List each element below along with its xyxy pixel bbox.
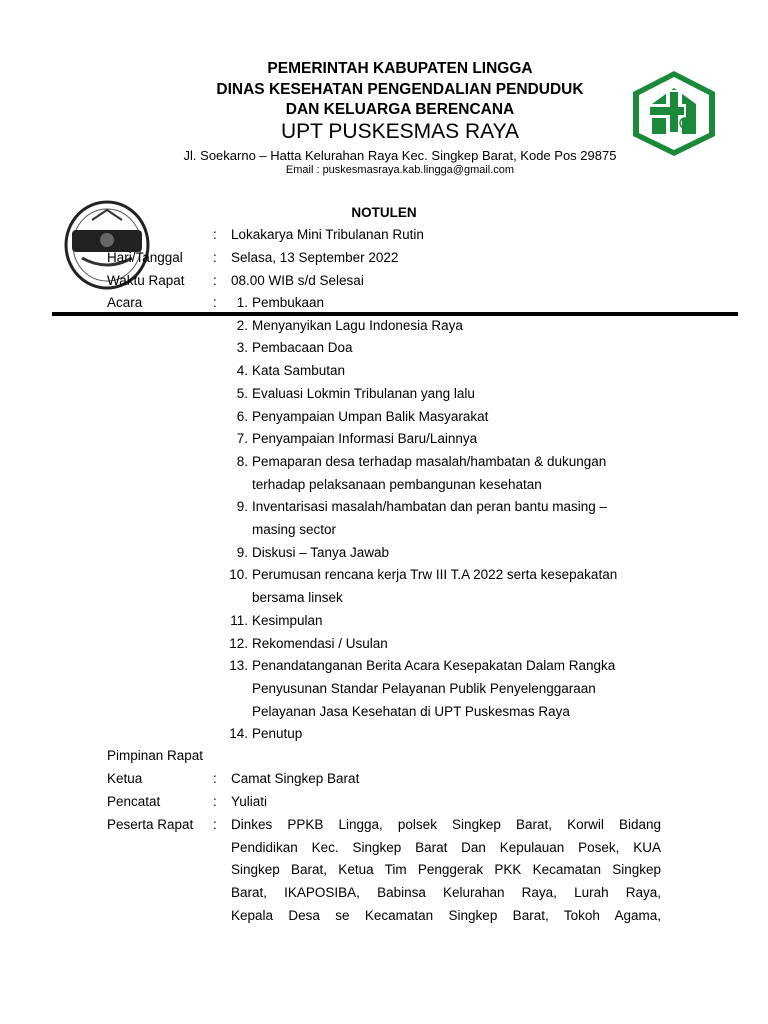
agenda-item-number: 11.: [230, 612, 248, 628]
tanggal-colon: :: [213, 250, 217, 265]
peserta-colon: :: [213, 817, 217, 832]
header-email: Email : puskesmasraya.kab.lingga@gmail.com: [285, 164, 515, 176]
agenda-item-number: 9.: [236, 499, 248, 515]
agenda-item-text: Penyusunan Standar Pelayanan Publik Penyelenggaraan: [252, 680, 596, 696]
agenda-item-number: 4.: [236, 363, 248, 379]
agenda-item-number: 13.: [229, 658, 248, 674]
agenda-item-number: 6.: [236, 408, 248, 424]
header-agency-cont: DAN KELUARGA BERENCANA: [285, 101, 515, 118]
agenda-item-number: 1.: [236, 295, 248, 310]
agenda-item-text: Menyanyikan Lagu Indonesia Raya: [252, 317, 463, 333]
tanggal-label: Hari/Tanggal: [107, 250, 183, 265]
agenda-item-number: 8.: [236, 453, 248, 469]
pencatat-label: Pencatat: [107, 794, 161, 809]
agenda-item-text: Diskusi – Tanya Jawab: [252, 544, 390, 560]
agenda-item-text: Penandatanganan Berita Acara Kesepakatan Dalam Rangka: [252, 658, 616, 674]
agenda-item-text: Penyampaian Umpan Balik Masyarakat: [252, 408, 489, 424]
agenda-item-text: Kesimpulan: [252, 612, 323, 628]
agenda-item-text: Penutup: [252, 726, 303, 742]
agenda-item-number: 12.: [229, 635, 248, 651]
agenda-item-text: Pembukaan: [252, 295, 325, 310]
peserta-line: Pendidikan Kec. Singkep Barat Dan Kepulauan Posek, KUA: [231, 839, 661, 855]
tanggal-value: Selasa, 13 September 2022: [231, 250, 399, 265]
pencatat-value: Yuliati: [231, 794, 268, 809]
pimpinan-heading: Pimpinan Rapat: [107, 748, 204, 763]
peserta-label: Peserta Rapat: [107, 817, 194, 832]
agenda-item-number: 3.: [236, 340, 248, 356]
agenda-item-number: 2.: [236, 317, 248, 333]
peserta-line: Kepala Desa se Kecamatan Singkep Barat, Tokoh Agama,: [231, 907, 661, 923]
agenda-item-text: bersama linsek: [252, 590, 343, 606]
agenda-item-text: Evaluasi Lokmin Tribulanan yang lalu: [252, 385, 475, 401]
agenda-item-number: 5.: [236, 385, 248, 401]
agenda-item-number: 9.: [236, 544, 248, 560]
acara-label: Acara: [107, 295, 143, 310]
peserta-line: Singkep Barat, Ketua Tim Penggerak PKK Kecamatan Singkep: [231, 862, 661, 878]
document-title: NOTULEN: [351, 205, 417, 220]
agenda-item-number: 10.: [229, 567, 248, 583]
acara-title-value: Lokakarya Mini Tribulanan Rutin: [231, 227, 424, 242]
ketua-label: Ketua: [107, 771, 143, 786]
waktu-colon: :: [213, 273, 217, 288]
acara-colon: :: [213, 227, 217, 242]
ketua-colon: :: [213, 771, 217, 786]
header-puskesmas: UPT PUSKESMAS RAYA: [280, 120, 520, 143]
agenda-item-text: masing sector: [252, 522, 337, 537]
acara-list-colon: :: [213, 295, 217, 310]
agenda-item-text: Kata Sambutan: [252, 363, 346, 379]
agenda-item-text: Inventarisasi masalah/hambatan dan peran bantu masing –: [252, 499, 607, 515]
header-address: Jl. Soekarno – Hatta Kelurahan Raya Kec. Singkep Barat, Kode Pos 29875: [183, 148, 617, 163]
waktu-label: Waktu Rapat: [107, 273, 185, 288]
waktu-value: 08.00 WIB s/d Selesai: [231, 273, 364, 288]
peserta-line: Barat, IKAPOSIBA, Babinsa Kelurahan Raya, Lurah Raya,: [231, 885, 661, 901]
agenda-item-text: Rekomendasi / Usulan: [252, 635, 388, 651]
header-agency: DINAS KESEHATAN PENGENDALIAN PENDUDUK: [216, 81, 584, 98]
ketua-value: Camat Singkep Barat: [231, 771, 360, 786]
agenda-item-text: Pelayanan Jasa Kesehatan di UPT Puskesmas Raya: [252, 703, 570, 719]
agenda-item-text: Pembacaan Doa: [252, 340, 353, 356]
pencatat-colon: :: [213, 794, 217, 809]
agenda-item-text: Perumusan rencana kerja Trw III T.A 2022 serta kesepakatan: [252, 567, 618, 583]
agenda-item-text: terhadap pelaksanaan pembangunan kesehatan: [252, 476, 542, 492]
agenda-item-number: 7.: [236, 431, 248, 447]
agenda-item-text: Pemaparan desa terhadap masalah/hambatan & dukungan: [252, 453, 607, 469]
agenda-item-text: Penyampaian Informasi Baru/Lainnya: [252, 431, 478, 447]
agenda-item-number: 14.: [229, 726, 248, 742]
header-government: PEMERINTAH KABUPATEN LINGGA: [267, 60, 533, 77]
peserta-line: Dinkes PPKB Lingga, polsek Singkep Barat, Korwil Bidang: [231, 817, 661, 832]
puskesmas-logo-icon: [630, 68, 718, 163]
